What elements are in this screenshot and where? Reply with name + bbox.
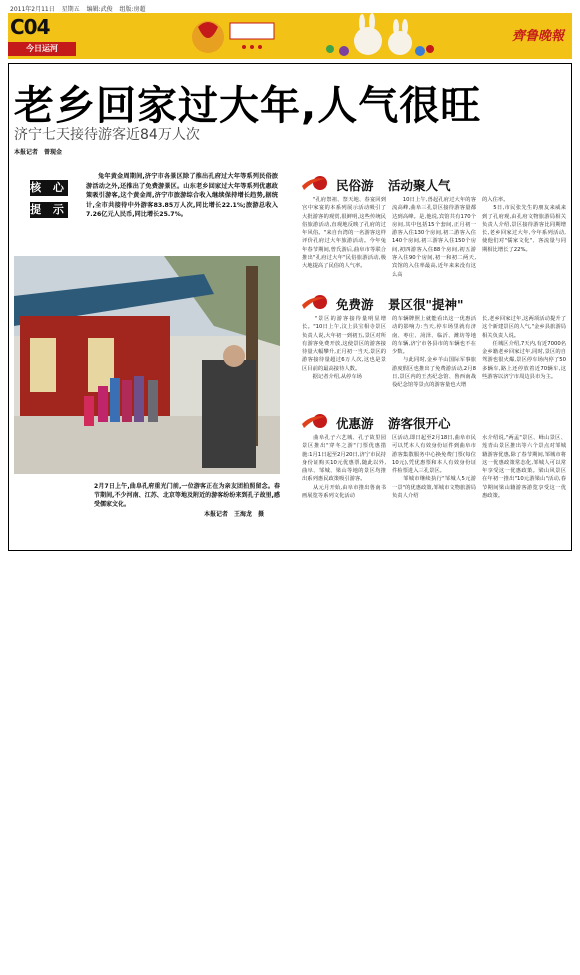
key-points-label [30, 180, 68, 220]
section-kicker: 民俗游 [336, 178, 374, 193]
section-title: 活动聚人气 [388, 178, 451, 193]
article-column: "景区的游客接待量明显增长。"10日上午,汶上县宝相寺景区负责人说,大年初一到初五,景区对所有游客免费开放,这使景区的游客接待量大幅攀升,正月初一当天,景区的游客接待量超过6万人次,这也是景区目前的最高接待人数。 据记者介绍,从停车场 [302, 316, 386, 381]
photo-credit: 本报记者 王海龙 摄 [204, 511, 265, 518]
red-swoosh-icon [302, 412, 330, 430]
article-column: 曲阜孔子六艺城、孔子故里园景区推出"穿冬之游"门票优惠措施:1月1日起至2月20日,济宁市民持身份证购买10元优惠票,随此以外,曲阜、邹城、梁山等地的景区均推出系列惠民政策吸引游客。 从元月开始,由阜市推出鲁南书画展览等系列文化活动 [302, 435, 386, 500]
section-title: 景区很"提神" [388, 297, 464, 312]
article-column: 区活动,即日起至2月18日,曲阜市民可以凭本人有效身份证件到曲阜市游客集散服务中心换免费门票(每位10元),凭优惠票和本人有效身份证件检票进入三孔景区。 邹城市继续执行"邹城人5元游一景"的优惠政策,邹城市文物旅游局负责人介绍 [392, 435, 476, 500]
page-number: C04 [10, 15, 50, 39]
key-label-tip: 提 示 [30, 203, 68, 216]
section-kicker: 免费游 [336, 297, 374, 312]
article-column: 10日上午,兽起孔府过大年的客流高峰,曲阜三孔景区接待游客量都达到高峰。是,他说,宾馆共有170个房间,其中包括15个套间,正月初一游客入住130个房间,初二游客入住140个房间,初三游客入住150个房间,初四游客入住88个房间,初五游客入住90个房间,初一和初二两天,宾馆的入住率最高,近年来来没有这么高 [392, 197, 476, 278]
page-header [8, 13, 572, 59]
byline: 本报记者 曾现金 [14, 149, 63, 156]
subheadline: 济宁七天接待游客近84万人次 [14, 127, 200, 143]
section-name: 今日运河 [8, 42, 76, 56]
red-swoosh-icon [302, 174, 330, 192]
red-swoosh-icon [302, 293, 330, 311]
headline: 老乡回家过大年,人气很旺 [14, 83, 482, 129]
section-kicker: 优惠游 [336, 416, 374, 431]
issue-weekday: 星期五 [61, 6, 80, 13]
rabbit-year-decoration [168, 13, 438, 59]
article-column: 的车辆牌照上就能看出这一优惠活动的影响力:当天,停车场里就有济南、枣庄、菏泽、临沂、潍坊等地的车辆,济宁市各县市的车辆也不在少数。 与此同时,金乡羊山国际军事旅游度假区也推出了免费游活动,2月8日,景区内的王杰纪念馆、鲁西南战役纪念馆等景点的游客量也大增 [392, 316, 476, 389]
article-column: 长,老乡回家过年,这两项活动提升了这个新建景区的人气,"金乡县旅游局相关负责人说。 任城区介绍,7天内,有近7000名金乡籍老乡回家过年,同时,景区的自驾游也很火爆,景区停车场内停了50多辆车,路上还停放着近70辆车,这些游客以济宁市周边县市为主。 [482, 316, 566, 381]
key-label-core: 核 心 [30, 181, 68, 194]
article-column: "孔府祭祖、祭天地、春宴回到宫中家宴的本系列展示活动吸引了大批游客的观赏,很鲜明,这些传统民俗旅游活动,直观地反映了孔府的过年风俗。"来自台湾的一名游客这样评价孔府过大年旅游活动。今年兔年春节期间,曾氏游后,曲阜市等联合推出"孔府过大年"民俗旅游活动,极大地提高了民俗的人气率。 [302, 197, 386, 270]
article-column: 的入住率。 5日,市民张先生的朋友来威来到了孔府观,由孔府文物旅游局相关负责人介绍,景区接待游客比同期增长,老乡回家过大年,今年系列活动,使他们对"儒家文化"、客流量与同期相比增长了22%。 [482, 197, 566, 253]
newspaper-brand: 齊鲁晚報 [511, 29, 564, 44]
issue-date: 2011年2月11日 [10, 6, 55, 13]
issue-editor: 编辑:武俊 [86, 6, 113, 13]
issue-meta [10, 4, 151, 13]
section-title: 游客很开心 [388, 416, 451, 431]
article-column: 水介绍说,"两孟"景区、峄山景区、莲青山景区推出等六个景点对邹城籍游客优惠,除了春节期间,邹城市将这一优惠政策常态化,邹城人可以常年享受这一优惠政策。梁山风景区在年初一推出"10元游梁山"活动,春节期间梁山籍游客游览享受这一优惠政策。 [482, 435, 566, 500]
section-header-folk [302, 176, 564, 192]
section-header-free [302, 295, 564, 311]
photo-caption: 2月7日上午,曲阜孔府重光门前,一位游客正在为亲友团拍照留念。春节期间,不少河南、江苏、北京等地及附近的游客纷纷来到孔子故里,感受儒家文化。 [94, 483, 280, 509]
news-photo [14, 256, 280, 474]
issue-designer: 组版:房超 [119, 6, 146, 13]
key-points-text: 兔年黄金周期间,济宁市各景区除了推出孔府过大年等系列民俗旅游活动之外,还推出了免费游景区。山东老乡回家过大年等系列优惠政策吸引游客,这个黄金周,济宁市旅游综合收入继续保持增长趋势,据统计,全市共接待中外游客83.85万人次,同比增长22.1%;旅游总收入7.26亿元人民币,同比增长25.7%。 [86, 173, 278, 219]
section-header-discount [302, 414, 564, 430]
